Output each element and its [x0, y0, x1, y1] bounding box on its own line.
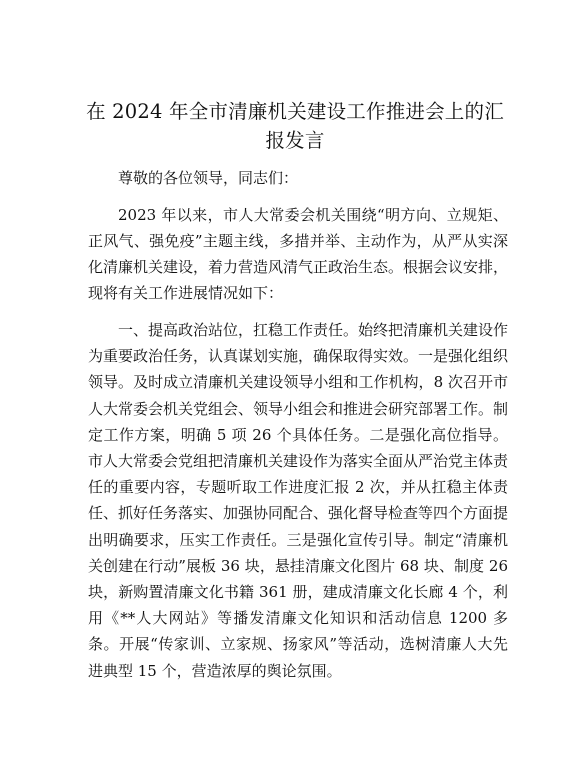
document-title: 在 2024 年全市清廉机关建设工作推进会上的汇报发言: [86, 100, 504, 152]
paragraph: 一、提高政治站位，扛稳工作责任。始终把清廉机关建设作为重要政治任务，认真谋划实施，确保取得实效。一是强化组织领导。及时成立清廉机关建设领导小组和工作机构，8 次召开市人大常委会机关党组会、领导小组会和推进会研究部署工作。制定工作方案，明确 5 项 26 个具体任务。二是强化高位指导。市人大常委会党组把清廉机关建设作为落实全面从严治党主体责任的重要内容，专题听取工作进度汇报 2 次，并从扛稳主体责任、抓好任务落实、加强协同配合、强化督导检查等四个方面提出明确要求，压实工作责任。三是强化宣传引导。制定“清廉机关创建在行动”展板 36 块，悬挂清廉文化图片 68 块、制度 26 块，新购置清廉文化书籍 361 册，建成清廉文化长廊 4 个，利用《**人大网站》等播发清廉文化知识和活动信息 1200 多条。开展“传家训、立家规、扬家风”等活动，选树清廉人大先进典型 15 个，营造浓厚的舆论氛围。: [88, 321, 509, 680]
salutation: 尊敬的各位领导，同志们：: [118, 169, 299, 187]
document-body: [88, 165, 508, 694]
paragraph: 2023 年以来，市人大常委会机关围绕“明方向、立规矩、正风气、强免疫”主题主线，多措并举、主动作为，从严从实深化清廉机关建设，着力营造风清气正政治生态。根据会议安排，现将有关工作进展情况如下：: [88, 205, 509, 303]
